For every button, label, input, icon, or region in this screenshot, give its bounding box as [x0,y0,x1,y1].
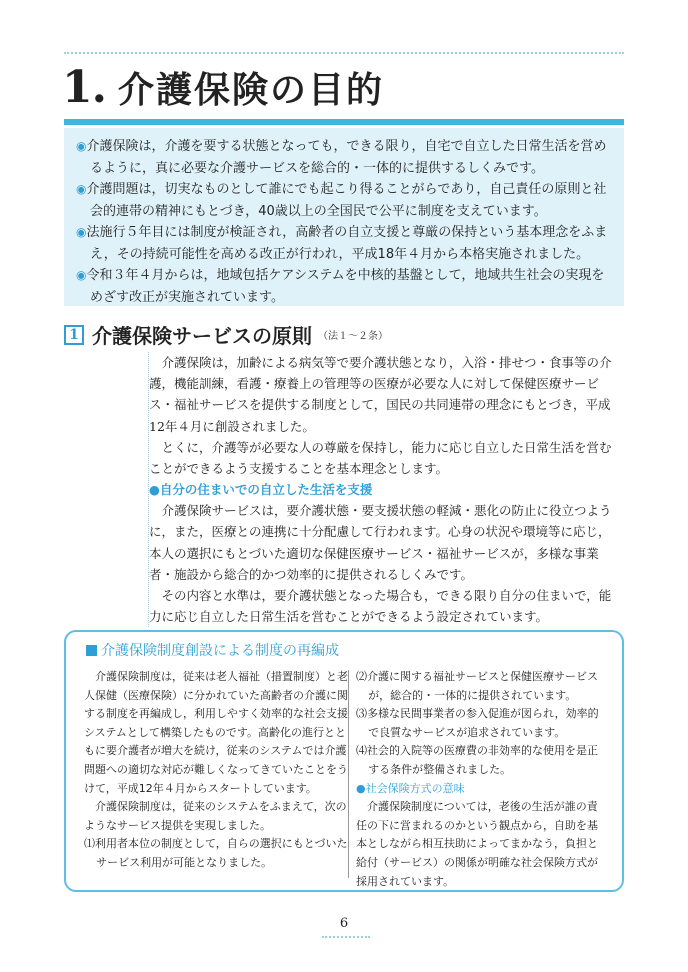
summary-item: ◉令和３年４月からは，地域包括ケアシステムを中核的基盤として，地域共生社会の実現をめざす改正が実施されています。 [76,268,605,305]
chapter-title: 介護保険の目的 [117,69,384,111]
section-number-badge: 1 [64,325,84,345]
box-list-item: ⑴利用者本位の制度として，自らの選択にもとづいたサービス利用が可能となりました。 [84,837,348,869]
info-box-left-column [84,668,348,873]
heading-underline [64,119,624,125]
summary-item: ◉介護問題は，切実なものとして誰にでも起こり得ることがらであり，自己責任の原則と社会的連帯の精神にもとづき，40歳以上の全国民で公平に制度を支えています。 [76,182,607,219]
info-box [64,630,624,892]
body-subheading: ●自分の住まいでの自立した生活を支援 [149,482,373,498]
bullet-icon: ◉ [76,268,87,282]
page-number-dotted-rule [322,936,370,938]
box-list-item: ⑵介護に関する福祉サービスと保健医療サービスが，総合的・一体的に提供されています。 [356,670,598,702]
box-list-item: ⑶多様な民間事業者の参入促進が図られ，効率的で良質なサービスが追求されています。 [356,707,599,739]
box-subheading: ●社会保険方式の意味 [356,781,465,795]
box-paragraph: 介護保険制度については，老後の生活が誰の責任の下に営まれるのかという観点から，自助を基本としながら相互扶助によってまかなう，負担と給付（サービス）の関係が明確な社会保険方式が採用されています。 [356,800,598,888]
top-dotted-rule [64,52,624,54]
body-paragraph: 介護保険サービスは，要介護状態・要支援状態の軽減・悪化の防止に役立つように，また，医療との連携に十分配慮して行われます。心身の状況や環境等に応じ，本人の選択にもとづいた適切な保健医療サービス・福祉サービスが，多様な事業者・施設から総合的かつ効率的に提供されるしくみです。 [149,503,612,582]
section-body [148,352,618,627]
section-law-note: （法１～２条） [318,331,388,342]
box-list-item: ⑷社会的入院等の医療費の非効率的な使用を是正する条件が整備されました。 [356,744,598,776]
summary-item: ◉介護保険は，介護を要する状態となっても，できる限り，自宅で自立した日常生活を営めるように，真に必要な介護サービスを総合的・一体的に提供するしくみです。 [76,139,607,176]
bullet-icon: ◉ [76,225,87,239]
box-paragraph: 介護保険制度は，従来は老人福祉（措置制度）と老人保健（医療保険）に分かれていた高齢者の介護に関する制度を再編成し，利用しやすく効率的な社会支援システムとして構築したものです。高齢化の進行とともに要介護者が増大を続け，従来のシステムでは介護問題への適切な対応が難しくなってきていたことをうけて，平成12年４月からスタートしています。 [84,670,348,795]
bullet-icon: ◉ [76,182,87,196]
body-paragraph: その内容と水準は，要介護状態となった場合も，できる限り自分の住まいで，能力に応じ自立した日常生活を営むことができるよう設定されています。 [149,588,612,625]
bullet-icon: ◉ [76,139,87,153]
summary-item: ◉法施行５年目には制度が検証され，高齢者の自立支援と尊厳の保持という基本理念をふまえ，その持続可能性を高める改正が行われ，平成18年４月から本格実施されました。 [76,225,608,262]
info-box-title: 介護保険制度創設による制度の再編成 [86,640,339,660]
chapter-heading [62,62,384,118]
summary-box [64,128,624,306]
section-heading [64,320,388,349]
body-paragraph: 介護保険は，加齢による病気等で要介護状態となり，入浴・排せつ・食事等の介護，機能訓練，看護・療養上の管理等の医療が必要な人に対して保健医療サービス・福祉サービスを提供する制度として，国民の共同連帯の理念にもとづき，平成12年４月に創設されました。 [149,355,612,434]
section-title: 介護保険サービスの原則 [92,324,312,348]
square-icon [86,645,97,656]
page-number: 6 [339,916,349,931]
info-box-right-column [356,668,602,891]
box-paragraph: 介護保険制度は，従来のシステムをふまえて，次のようなサービス提供を実現しました。 [84,800,347,832]
column-divider [348,670,349,878]
body-paragraph: とくに，介護等が必要な人の尊厳を保持し，能力に応じ自立した日常生活を営むことができるよう支援することを基本理念とします。 [149,439,612,477]
chapter-number: 1. [62,62,106,113]
